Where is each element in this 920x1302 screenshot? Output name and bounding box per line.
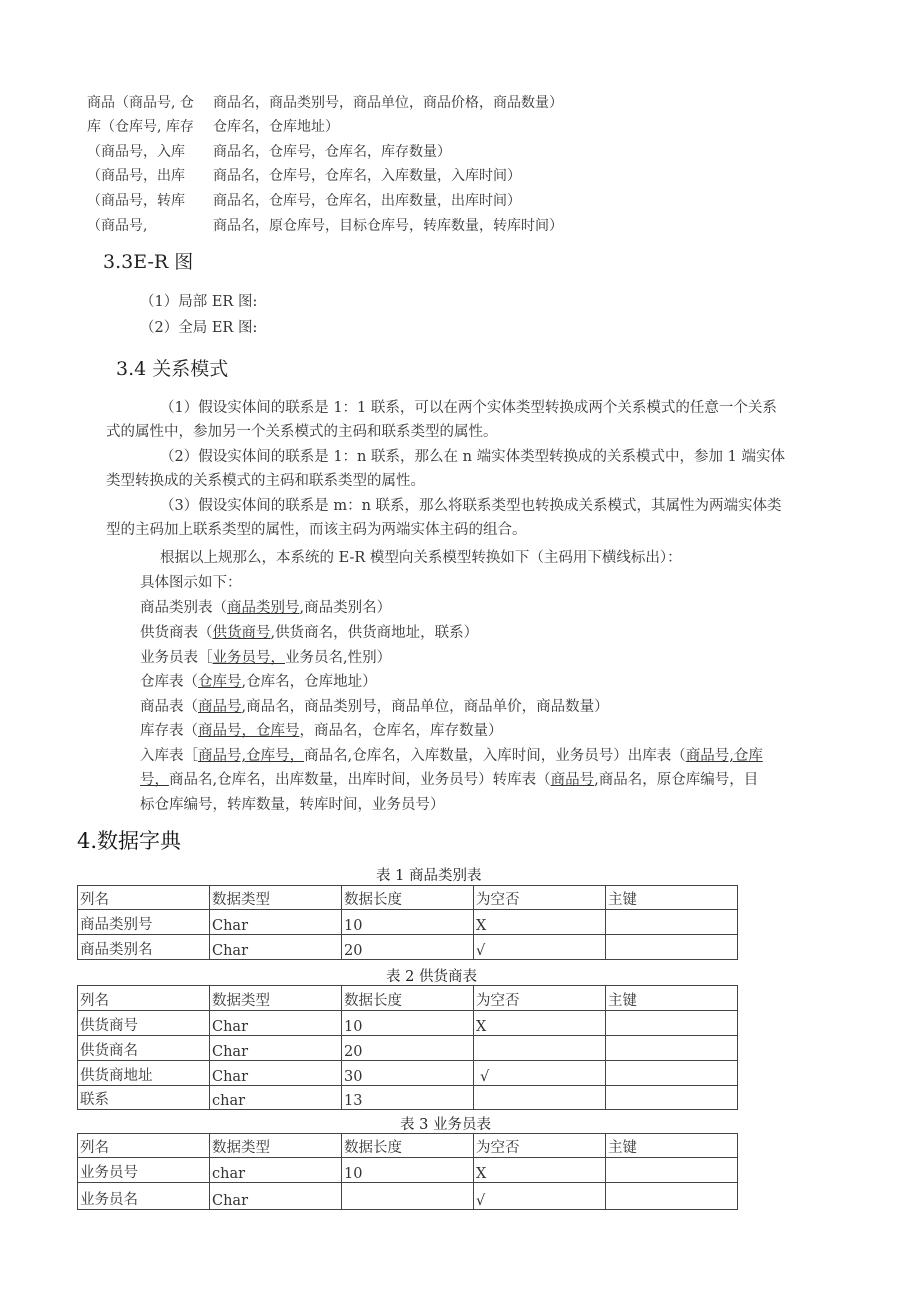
table-cell — [474, 1086, 606, 1110]
schema-line-5-right: 商品名，仓库号，仓库名，出库数量，出库时间） — [213, 193, 521, 209]
table-cell: 商品类别名 — [78, 935, 210, 960]
primary-key: 商品号，仓库号 — [198, 723, 300, 739]
table-cell: Char — [210, 1183, 342, 1210]
table-row — [78, 1158, 738, 1183]
table-row — [78, 1183, 738, 1210]
table-cell: √ — [474, 1061, 606, 1086]
table-cell — [606, 1158, 738, 1183]
er-item-local: （1）局部 ER 图: — [140, 294, 258, 310]
para-4: 根据以上规那么，本系统的 E-R 模型向关系模型转换如下（主码用下横线标出）： — [160, 550, 682, 566]
primary-key: 号， — [140, 772, 169, 788]
table-row — [78, 1011, 738, 1036]
table-cell: Char — [210, 1061, 342, 1086]
table-cell: X — [474, 1011, 606, 1036]
primary-key: 供货商号 — [212, 625, 271, 641]
table-cell: 供货商地址 — [78, 1061, 210, 1086]
table-cell: 13 — [342, 1086, 474, 1110]
para-2-line-1: （2）假设实体间的联系是 1：n 联系，那么在 n 端实体类型转换成的关系模式中，参加 1 端实体 — [160, 449, 786, 465]
table-row — [78, 910, 738, 935]
header-cell: 主键 — [606, 986, 738, 1011]
table-cell: 供货商号 — [78, 1011, 210, 1036]
table-cell: 20 — [342, 1036, 474, 1061]
relation-inbound-outbound: 入库表［商品号,仓库号，商品名,仓库名，入库数量，入库时间，业务员号）出库表（商品号,仓库 — [140, 748, 763, 764]
primary-key: 业务员号， — [212, 650, 285, 666]
header-cell: 主键 — [606, 1134, 738, 1158]
section-34-title: 3.4 关系模式 — [116, 358, 229, 380]
table-cell: 供货商名 — [78, 1036, 210, 1061]
header-cell: 为空否 — [474, 986, 606, 1011]
table-cell: X — [474, 910, 606, 935]
relation-supplier: 供货商表（供货商号,供货商名，供货商地址，联系） — [140, 625, 479, 641]
para-1-line-2: 式的属性中，参加另一个关系模式的主码和联系类型的属性。 — [106, 424, 498, 440]
schema-line-1-left: 商品（商品号, 仓 — [87, 95, 194, 111]
header-cell: 数据长度 — [342, 986, 474, 1011]
relation-category: 商品类别表（商品类别号,商品类别名） — [140, 600, 392, 616]
primary-key: 商品号,仓库 — [685, 748, 763, 764]
table-cell: 30 — [342, 1061, 474, 1086]
schema-line-4-left: （商品号，出库 — [87, 168, 185, 184]
header-cell: 数据类型 — [210, 1134, 342, 1158]
header-cell: 主键 — [606, 886, 738, 910]
er-item-global: （2）全局 ER 图: — [140, 320, 258, 336]
table-cell — [606, 1036, 738, 1061]
table-row — [78, 1036, 738, 1061]
table-cell: √ — [474, 935, 606, 960]
para-3-line-2: 型的主码加上联系类型的属性，而该主码为两端实体主码的组合。 — [106, 522, 527, 538]
header-cell: 数据长度 — [342, 1134, 474, 1158]
schema-line-6-right: 商品名，原仓库号，目标仓库号，转库数量，转库时间） — [213, 218, 563, 234]
schema-line-2-right: 仓库名，仓库地址） — [213, 119, 339, 135]
table-cell: Char — [210, 1011, 342, 1036]
primary-key: 商品类别号 — [227, 600, 300, 616]
table-cell — [606, 1183, 738, 1210]
table-cell: 10 — [342, 1011, 474, 1036]
table-cell — [606, 1086, 738, 1110]
table-salesman — [77, 1133, 738, 1210]
table-cell: 业务员号 — [78, 1158, 210, 1183]
para-1-line-1: （1）假设实体间的联系是 1：1 联系，可以在两个实体类型转换成两个关系模式的任意一个关系 — [160, 400, 777, 416]
table-cell: Char — [210, 910, 342, 935]
table-cell: 商品类别号 — [78, 910, 210, 935]
table-cell: 20 — [342, 935, 474, 960]
table-cell: 10 — [342, 910, 474, 935]
header-cell: 列名 — [78, 986, 210, 1011]
relation-outbound-transfer: 号，商品名,仓库名，出库数量，出库时间，业务员号）转库表（商品号,商品名，原仓库编号，目 — [140, 772, 759, 788]
para-5: 具体图示如下： — [140, 575, 242, 591]
table-cell — [342, 1183, 474, 1210]
table-cell: 10 — [342, 1158, 474, 1183]
primary-key: 商品号,仓库号， — [198, 748, 305, 764]
header-cell: 列名 — [78, 1134, 210, 1158]
table-product-category — [77, 885, 738, 960]
table-cell: Char — [210, 1036, 342, 1061]
table-header-row — [78, 1134, 738, 1158]
table-cell: char — [210, 1086, 342, 1110]
schema-line-2-left: 库（仓库号, 库存 — [87, 119, 194, 135]
table-cell — [606, 1061, 738, 1086]
schema-line-3-right: 商品名，仓库号，仓库名，库存数量） — [213, 144, 451, 160]
relation-transfer-end: 标仓库编号，转库数量，转库时间，业务员号） — [140, 797, 445, 813]
table-supplier — [77, 985, 738, 1110]
table-cell: √ — [474, 1183, 606, 1210]
table-cell — [606, 1011, 738, 1036]
para-3-line-1: （3）假设实体间的联系是 m：n 联系，那么将联系类型也转换成关系模式，其属性为两端实体类 — [160, 498, 782, 514]
section-4-title: 4.数据字典 — [77, 829, 182, 853]
primary-key: 仓库号 — [198, 674, 242, 690]
schema-line-1-right: 商品名，商品类别号，商品单位，商品价格，商品数量） — [213, 95, 563, 111]
primary-key: 商品号 — [198, 699, 242, 715]
para-2-line-2: 类型转换成的关系模式的主码和联系类型的属性。 — [106, 473, 425, 489]
section-33-title: 3.3E-R 图 — [103, 251, 194, 273]
table-header-row — [78, 886, 738, 910]
schema-line-6-left: （商品号, — [87, 218, 148, 234]
table-cell — [474, 1036, 606, 1061]
table-cell: 业务员名 — [78, 1183, 210, 1210]
relation-warehouse: 仓库表（仓库号,仓库名，仓库地址） — [140, 674, 377, 690]
table-cell: X — [474, 1158, 606, 1183]
primary-key: 商品号 — [550, 772, 595, 788]
header-cell: 数据类型 — [210, 986, 342, 1011]
table-row — [78, 1061, 738, 1086]
header-cell: 数据类型 — [210, 886, 342, 910]
schema-line-5-left: （商品号，转库 — [87, 193, 185, 209]
header-cell: 为空否 — [474, 886, 606, 910]
schema-line-4-right: 商品名，仓库号，仓库名，入库数量，入库时间） — [213, 168, 521, 184]
schema-line-3-left: （商品号，入库 — [87, 144, 185, 160]
table-cell: char — [210, 1158, 342, 1183]
table-row — [78, 1086, 738, 1110]
header-cell: 列名 — [78, 886, 210, 910]
header-cell: 数据长度 — [342, 886, 474, 910]
relation-salesman: 业务员表［业务员号，业务员名,性别） — [140, 650, 392, 666]
table-header-row — [78, 986, 738, 1011]
table-3-caption: 表 3 业务员表 — [400, 1117, 491, 1133]
header-cell: 为空否 — [474, 1134, 606, 1158]
table-1-caption: 表 1 商品类别表 — [376, 868, 482, 884]
relation-product: 商品表（商品号,商品名，商品类别号，商品单位，商品单价，商品数量） — [140, 699, 609, 715]
table-row — [78, 935, 738, 960]
table-2-caption: 表 2 供货商表 — [386, 969, 477, 985]
relation-stock: 库存表（商品号，仓库号，商品名，仓库名，库存数量） — [140, 723, 503, 739]
table-cell — [606, 910, 738, 935]
table-cell — [606, 935, 738, 960]
table-cell: 联系 — [78, 1086, 210, 1110]
table-cell: Char — [210, 935, 342, 960]
